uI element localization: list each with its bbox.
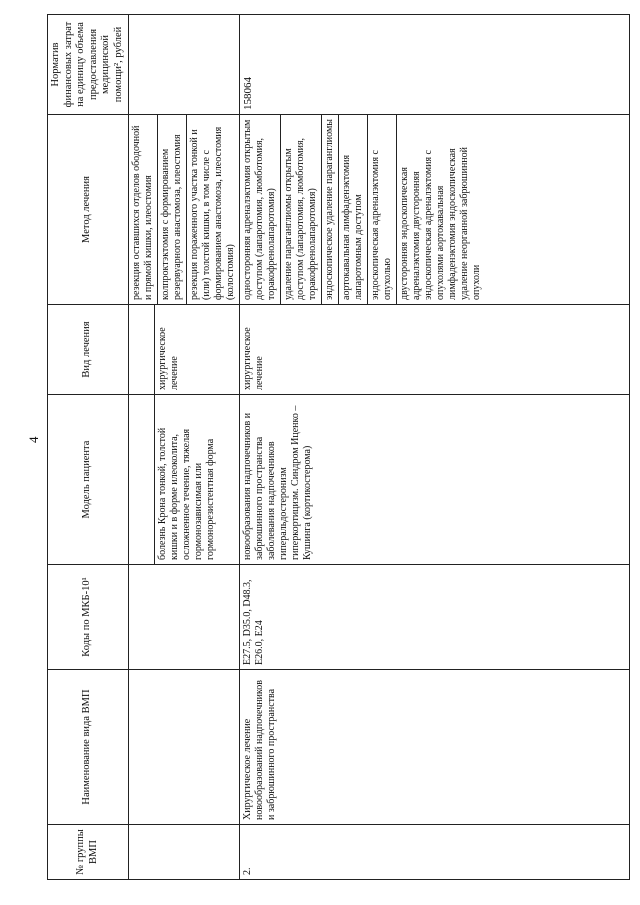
cell-patient-model [128,395,239,565]
header-treatment-type: Вид лечения [48,305,129,395]
cell-treatment-type: хирургическое лечение [239,305,629,395]
cell-group-no-empty [128,825,239,880]
method-item: двусторонняя эндоскопическая адреналэктомия двусторонняя эндоскопическая адреналэктомия с опухолями аортокавальная лимфаденэктомия эндоскопическая удаление неорганной забрюшинной опухоли [398,147,482,300]
method-item: аортокавальная лимфаденэктомия лапаротомным доступом [339,115,368,304]
cell-vmp-name-empty [128,670,239,825]
table-row [128,15,239,880]
header-cost-norm: Норматив финансовых затрат на единицу объема предоставления медицинской помощи², рублей [48,15,129,115]
table-row [239,15,629,880]
cell-methods [128,115,239,305]
header-row [48,15,129,880]
method-item: удаление параганглиомы открытым доступом (лапаротомия, люмботомия, торакофренолапаротомия) [281,115,322,304]
method-item: эндоскопическое удаление параганглиомы [322,115,339,304]
patient-model-text: болезнь Крона тонкой, толстой кишки и в форме илеоколита, осложненное течение, тяжелая гормонозависимая или гормонорезистентная форма [156,427,216,560]
treatment-type-text: хирургическое лечение [156,327,180,390]
page-number: 4 [26,436,41,443]
cell-treatment-type [128,305,239,395]
method-item: резекция оставшихся отделов ободочной и прямой кишки, илеостомия [129,115,158,304]
method-item: эндоскопическая адреналэктомия с опухолью [368,115,397,304]
method-item: резекция пораженного участка тонкой и (или) толстой кишки, в том числе с формированием анастомоза, илеостомия (колостомия) [188,126,236,300]
rotated-table-wrapper [47,15,627,880]
cell-cost-norm: 158064 [239,15,629,115]
header-patient-model: Модель пациента [48,395,129,565]
cell-methods [239,115,629,305]
vmp-table [47,14,630,880]
cell-cost-empty [128,15,239,115]
cell-patient-model: новообразования надпочечников и забрюшинного пространства заболевания надпочечников гиперальдостеронизм гиперкортицизм. Синдром Иценко – Кушинга (кортикостерома) [239,395,629,565]
cell-icd-empty [128,565,239,670]
header-icd-codes: Коды по МКБ-10¹ [48,565,129,670]
cell-vmp-name: Хирургическое лечение новообразований надпочечников и забрюшинного пространства [239,670,629,825]
header-vmp-name: Наименование вида ВМП [48,670,129,825]
cell-group-no: 2. [239,825,629,880]
header-treatment-method: Метод лечения [48,115,129,305]
header-group-no: № группы ВМП [48,825,129,880]
cell-icd-codes: E27.5, D35.0, D48.3, E26.0, E24 [239,565,629,670]
method-item: односторонняя адреналэктомия открытым доступом (лапаротомия, люмботомия, торакофренолапаротомия) [240,115,281,304]
method-item: колпроктэктомия с формированием резервуарного анастомоза, илеостомия [158,115,187,304]
